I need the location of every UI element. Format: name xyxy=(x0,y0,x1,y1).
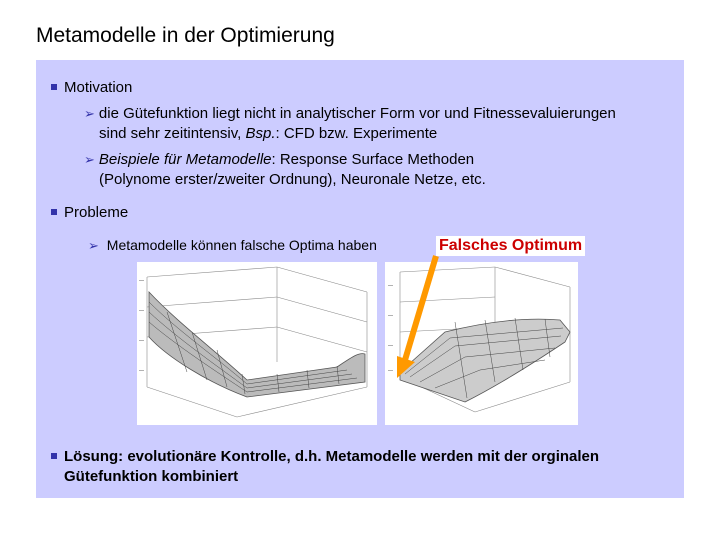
sub1-line2-pre: sind sehr zeitintensiv, xyxy=(99,125,246,142)
sub-bullet-guetefunktion xyxy=(84,104,674,144)
svg-text:—: — xyxy=(139,338,144,344)
svg-text:—: — xyxy=(139,278,144,284)
surface-plot-right xyxy=(385,262,578,425)
slide-title: Metamodelle in der Optimierung xyxy=(36,24,335,47)
surface-plot-right-graphic xyxy=(385,262,578,425)
svg-text:—: — xyxy=(388,313,393,319)
svg-text:—: — xyxy=(139,368,144,374)
loesung-line2: Gütefunktion kombiniert xyxy=(64,468,239,485)
svg-text:—: — xyxy=(139,308,144,314)
loesung-line1: Lösung: evolutionäre Kontrolle, d.h. Metamodelle werden mit der orginalen xyxy=(64,448,600,465)
arrow-bullet-icon: ➢ xyxy=(84,106,95,121)
bullet-motivation xyxy=(51,78,132,98)
svg-text:—: — xyxy=(388,368,393,374)
sub2-line2: (Polynome erster/zweiter Ordnung), Neuronale Netze, etc. xyxy=(99,171,486,188)
sub2-post: : Response Surface Methoden xyxy=(271,151,475,168)
square-bullet-icon xyxy=(51,453,57,459)
bullet-probleme xyxy=(51,203,128,223)
square-bullet-icon xyxy=(51,209,57,215)
arrow-bullet-icon: ➢ xyxy=(84,152,95,167)
bullet-loesung xyxy=(51,447,681,487)
surface-plot-left-graphic xyxy=(137,262,377,425)
sub-bullet-beispiele xyxy=(84,150,674,190)
sub1-line2-ital: Bsp. xyxy=(245,125,276,142)
motivation-label: Motivation xyxy=(64,79,133,96)
sub1-line2-post: : CFD bzw. Experimente xyxy=(275,125,438,142)
probleme-label: Probleme xyxy=(64,204,129,221)
false-optimum-label: Falsches Optimum xyxy=(436,236,585,256)
svg-text:—: — xyxy=(388,283,393,289)
sub2-ital: Beispiele für Metamodelle xyxy=(98,151,272,168)
arrow-bullet-icon: ➢ xyxy=(88,238,99,253)
sub1-line1: die Gütefunktion liegt nicht in analytischer Form vor und Fitnessevaluierungen xyxy=(98,105,616,122)
sub-bullet-falsche-optima xyxy=(88,235,377,256)
sub3-text: Metamodelle können falsche Optima haben xyxy=(106,237,377,253)
square-bullet-icon xyxy=(51,84,57,90)
svg-text:—: — xyxy=(388,343,393,349)
surface-plot-left xyxy=(137,262,377,425)
